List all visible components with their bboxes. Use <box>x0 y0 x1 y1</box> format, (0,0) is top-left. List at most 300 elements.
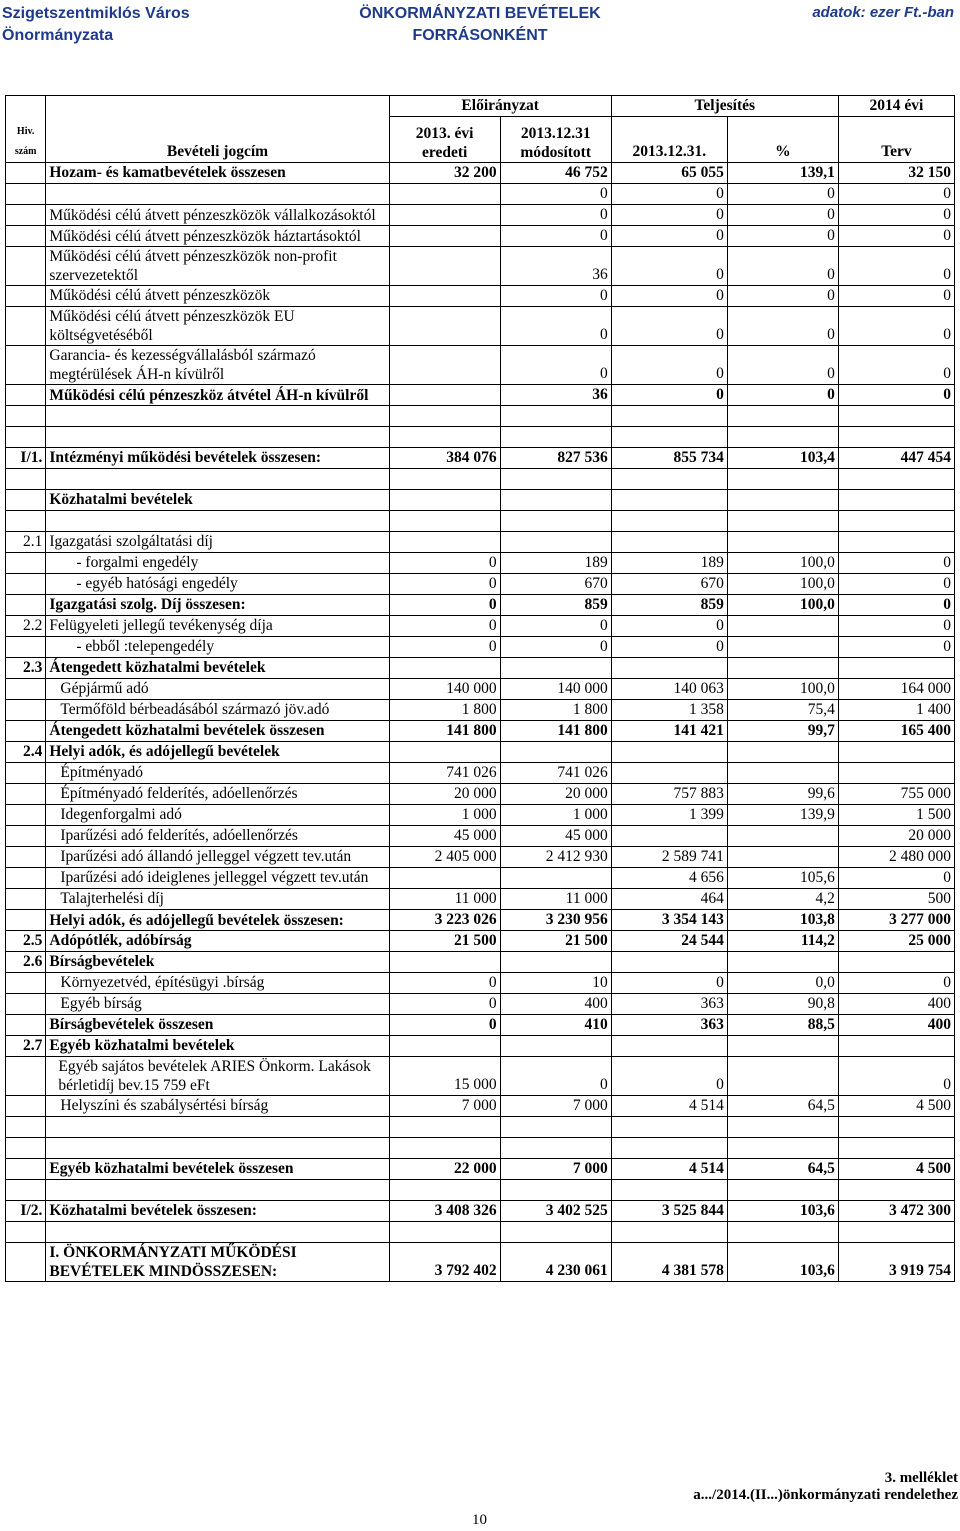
value-cell: 0 <box>389 553 500 574</box>
spacer-cell <box>389 511 500 532</box>
value-cell <box>389 1036 500 1057</box>
value-cell: 0 <box>500 226 611 247</box>
value-cell: 20 000 <box>500 784 611 805</box>
table-row <box>6 490 955 511</box>
value-cell: 15 000 <box>389 1057 500 1096</box>
table-row <box>6 1036 955 1057</box>
value-cell: 384 076 <box>389 448 500 469</box>
value-cell: 0 <box>838 286 954 307</box>
table-row <box>6 784 955 805</box>
value-cell: 141 800 <box>500 721 611 742</box>
table-row <box>6 826 955 847</box>
row-label: Helyi adók, és adójellegű bevételek összesen: <box>46 910 389 931</box>
row-label: Intézményi működési bevételek összesen: <box>46 448 389 469</box>
value-cell <box>727 1057 838 1096</box>
table-row <box>6 637 955 658</box>
value-cell: 0 <box>611 307 727 346</box>
value-cell: 20 000 <box>389 784 500 805</box>
value-cell <box>389 658 500 679</box>
spacer-cell <box>500 427 611 448</box>
value-cell: 0 <box>838 595 954 616</box>
value-cell: 0 <box>727 307 838 346</box>
value-cell: 36 <box>500 385 611 406</box>
value-cell: 189 <box>500 553 611 574</box>
spacer-cell <box>6 1117 46 1138</box>
row-label: Környezetvéd, építésügyi .bírság <box>46 973 389 994</box>
row-number <box>6 679 46 700</box>
table-row <box>6 346 955 385</box>
table-row <box>6 1159 955 1180</box>
value-cell <box>727 616 838 637</box>
spacer-cell <box>611 406 727 427</box>
value-cell: 363 <box>611 1015 727 1036</box>
col-group-eloiranyzat: Előirányzat <box>389 96 611 117</box>
row-number: 2.2 <box>6 616 46 637</box>
table-row <box>6 247 955 286</box>
value-cell: 7 000 <box>389 1096 500 1117</box>
value-cell: 4 230 061 <box>500 1243 611 1282</box>
value-cell: 45 000 <box>500 826 611 847</box>
value-cell <box>500 1036 611 1057</box>
spacer-cell <box>6 1180 46 1201</box>
value-cell: 21 500 <box>500 931 611 952</box>
value-cell: 164 000 <box>838 679 954 700</box>
row-label: Egyéb sajátos bevételek ARIES Önkorm. Lakások bérletidíj bev.15 759 eFt <box>46 1057 389 1096</box>
spacer-cell <box>6 406 46 427</box>
value-cell: 65 055 <box>611 163 727 184</box>
row-label: Működési célú átvett pénzeszközök non-profit szervezetektől <box>46 247 389 286</box>
value-cell: 1 000 <box>389 805 500 826</box>
value-cell <box>727 532 838 553</box>
row-number <box>6 721 46 742</box>
value-cell: 1 358 <box>611 700 727 721</box>
table-row <box>6 385 955 406</box>
row-label: Hozam- és kamatbevételek összesen <box>46 163 389 184</box>
value-cell: 0 <box>389 616 500 637</box>
row-number <box>6 226 46 247</box>
row-number <box>6 847 46 868</box>
value-cell: 32 200 <box>389 163 500 184</box>
table-row <box>6 658 955 679</box>
value-cell: 3 277 000 <box>838 910 954 931</box>
table-row <box>6 763 955 784</box>
annex-note <box>693 1470 958 1504</box>
value-cell: 0 <box>389 595 500 616</box>
value-cell: 1 400 <box>838 700 954 721</box>
value-cell: 1 800 <box>500 700 611 721</box>
spacer-cell <box>727 469 838 490</box>
value-cell: 64,5 <box>727 1096 838 1117</box>
value-cell: 2 405 000 <box>389 847 500 868</box>
spacer-cell <box>46 1180 389 1201</box>
row-number: 2.1 <box>6 532 46 553</box>
value-cell: 3 472 300 <box>838 1201 954 1222</box>
value-cell: 741 026 <box>500 763 611 784</box>
value-cell <box>389 286 500 307</box>
value-cell <box>727 742 838 763</box>
value-cell <box>389 532 500 553</box>
value-cell: 24 544 <box>611 931 727 952</box>
value-cell: 0 <box>611 286 727 307</box>
row-number <box>6 784 46 805</box>
value-cell <box>727 763 838 784</box>
spacer-cell <box>500 1117 611 1138</box>
value-cell <box>727 952 838 973</box>
value-cell: 103,4 <box>727 448 838 469</box>
row-label: Garancia- és kezességvállalásból származó megtérülések ÁH-n kívülről <box>46 346 389 385</box>
value-cell: 0 <box>500 307 611 346</box>
col-eredeti <box>389 117 500 163</box>
value-cell <box>500 490 611 511</box>
col-pct: % <box>727 117 838 163</box>
spacer-row <box>6 1138 955 1159</box>
value-cell <box>838 742 954 763</box>
row-label: Bírságbevételek összesen <box>46 1015 389 1036</box>
value-cell <box>727 826 838 847</box>
row-label: Gépjármű adó <box>46 679 389 700</box>
spacer-cell <box>500 469 611 490</box>
value-cell: 0 <box>838 637 954 658</box>
row-number <box>6 595 46 616</box>
col-terv: Terv <box>838 117 954 163</box>
value-cell: 0 <box>389 973 500 994</box>
value-cell: 25 000 <box>838 931 954 952</box>
spacer-cell <box>46 1222 389 1243</box>
value-cell: 0 <box>727 346 838 385</box>
value-cell: 45 000 <box>389 826 500 847</box>
municipality-name <box>2 3 190 47</box>
value-cell: 3 223 026 <box>389 910 500 931</box>
value-cell: 64,5 <box>727 1159 838 1180</box>
row-label: Felügyeleti jellegű tevékenység díja <box>46 616 389 637</box>
header-row-2 <box>6 117 955 163</box>
value-cell: 46 752 <box>500 163 611 184</box>
table-row <box>6 700 955 721</box>
row-number <box>6 763 46 784</box>
value-cell: 3 919 754 <box>838 1243 954 1282</box>
row-number <box>6 868 46 889</box>
spacer-cell <box>389 427 500 448</box>
value-cell: 670 <box>611 574 727 595</box>
title-line2: FORRÁSONKÉNT <box>412 27 548 44</box>
value-cell: 0 <box>727 205 838 226</box>
spacer-cell <box>727 406 838 427</box>
row-number <box>6 307 46 346</box>
value-cell: 88,5 <box>727 1015 838 1036</box>
value-cell: 0 <box>611 1057 727 1096</box>
page-number: 10 <box>472 1512 487 1528</box>
spacer-cell <box>500 511 611 532</box>
value-cell <box>838 490 954 511</box>
row-label: Adópótlék, adóbírság <box>46 931 389 952</box>
value-cell: 140 000 <box>389 679 500 700</box>
spacer-row <box>6 1222 955 1243</box>
value-cell: 0 <box>500 346 611 385</box>
value-cell <box>838 532 954 553</box>
table-row <box>6 679 955 700</box>
value-cell: 855 734 <box>611 448 727 469</box>
value-cell: 0 <box>611 205 727 226</box>
annex-line2: a.../2014.(II...)önkormányzati rendelethez <box>693 1487 958 1503</box>
header-row-1 <box>6 96 955 117</box>
spacer-cell <box>727 1117 838 1138</box>
spacer-cell <box>727 427 838 448</box>
value-cell: 0 <box>389 994 500 1015</box>
value-cell <box>611 952 727 973</box>
value-cell: 7 000 <box>500 1159 611 1180</box>
spacer-cell <box>389 406 500 427</box>
spacer-cell <box>389 1222 500 1243</box>
col-teljesites-date: 2013.12.31. <box>611 117 727 163</box>
value-cell <box>838 763 954 784</box>
row-number <box>6 1159 46 1180</box>
value-cell: 755 000 <box>838 784 954 805</box>
value-cell <box>838 1036 954 1057</box>
value-cell: 859 <box>611 595 727 616</box>
value-cell <box>500 742 611 763</box>
value-cell: 3 408 326 <box>389 1201 500 1222</box>
value-cell <box>389 184 500 205</box>
municipality-line2: Önormányzata <box>2 27 114 44</box>
spacer-cell <box>500 1180 611 1201</box>
value-cell <box>389 226 500 247</box>
value-cell: 0 <box>611 226 727 247</box>
spacer-row <box>6 511 955 532</box>
value-cell <box>838 658 954 679</box>
col-eredeti-l2: eredeti <box>421 144 468 161</box>
value-cell: 0 <box>500 637 611 658</box>
row-label: Működési célú átvett pénzeszközök vállalkozásoktól <box>46 205 389 226</box>
value-cell <box>500 532 611 553</box>
row-label: Iparűzési adó ideiglenes jelleggel végzett tev.után <box>46 868 389 889</box>
spacer-cell <box>727 1138 838 1159</box>
spacer-cell <box>389 469 500 490</box>
table-row <box>6 1096 955 1117</box>
table-row <box>6 286 955 307</box>
value-cell: 1 500 <box>838 805 954 826</box>
spacer-cell <box>838 406 954 427</box>
title-line1: ÖNKORMÁNYZATI BEVÉTELEK <box>359 5 601 22</box>
row-label: Közhatalmi bevételek összesen: <box>46 1201 389 1222</box>
value-cell: 0 <box>838 973 954 994</box>
row-number <box>6 490 46 511</box>
row-number <box>6 826 46 847</box>
value-cell: 103,6 <box>727 1201 838 1222</box>
row-label: Átengedett közhatalmi bevételek összesen <box>46 721 389 742</box>
spacer-cell <box>838 1138 954 1159</box>
row-label: Működési célú átvett pénzeszközök <box>46 286 389 307</box>
table-row <box>6 1201 955 1222</box>
row-label: Működési célú pénzeszköz átvétel ÁH-n kívülről <box>46 385 389 406</box>
value-cell: 1 000 <box>500 805 611 826</box>
value-cell: 3 402 525 <box>500 1201 611 1222</box>
row-number: 2.3 <box>6 658 46 679</box>
value-cell: 1 399 <box>611 805 727 826</box>
col-hiv: Hiv. <box>16 126 35 137</box>
value-cell: 0,0 <box>727 973 838 994</box>
value-cell: 0 <box>500 616 611 637</box>
value-cell: 0 <box>838 574 954 595</box>
spacer-cell <box>838 511 954 532</box>
table-row <box>6 163 955 184</box>
row-number <box>6 385 46 406</box>
value-cell: 0 <box>838 247 954 286</box>
table-row <box>6 1243 955 1282</box>
value-cell: 0 <box>838 346 954 385</box>
row-number <box>6 889 46 910</box>
municipality-line1: Szigetszentmiklós Város <box>2 5 190 22</box>
value-cell: 99,6 <box>727 784 838 805</box>
value-cell: 827 536 <box>500 448 611 469</box>
row-label: Egyéb közhatalmi bevételek összesen <box>46 1159 389 1180</box>
row-number <box>6 286 46 307</box>
spacer-row <box>6 427 955 448</box>
table-row <box>6 532 955 553</box>
spacer-cell <box>611 511 727 532</box>
spacer-cell <box>838 469 954 490</box>
value-cell: 0 <box>611 973 727 994</box>
value-cell: 2 589 741 <box>611 847 727 868</box>
row-number <box>6 910 46 931</box>
spacer-cell <box>389 1117 500 1138</box>
value-cell: 0 <box>611 616 727 637</box>
table-row <box>6 952 955 973</box>
value-cell: 114,2 <box>727 931 838 952</box>
value-cell: 464 <box>611 889 727 910</box>
table-row <box>6 847 955 868</box>
value-cell: 410 <box>500 1015 611 1036</box>
value-cell: 139,9 <box>727 805 838 826</box>
row-label: Bírságbevételek <box>46 952 389 973</box>
spacer-row <box>6 469 955 490</box>
table-row <box>6 1057 955 1096</box>
value-cell: 22 000 <box>389 1159 500 1180</box>
row-number <box>6 700 46 721</box>
spacer-cell <box>611 469 727 490</box>
value-cell: 100,0 <box>727 553 838 574</box>
value-cell: 0 <box>611 385 727 406</box>
value-cell: 100,0 <box>727 574 838 595</box>
row-number <box>6 973 46 994</box>
row-number: 2.5 <box>6 931 46 952</box>
value-cell: 21 500 <box>389 931 500 952</box>
spacer-cell <box>6 469 46 490</box>
spacer-cell <box>389 1138 500 1159</box>
value-cell <box>727 658 838 679</box>
value-cell: 0 <box>611 637 727 658</box>
row-label: - egyéb hatósági engedély <box>46 574 389 595</box>
row-label: Helyszíni és szabálysértési bírság <box>46 1096 389 1117</box>
value-cell: 447 454 <box>838 448 954 469</box>
table-row <box>6 574 955 595</box>
row-number <box>6 163 46 184</box>
value-cell: 0 <box>838 385 954 406</box>
value-cell: 3 792 402 <box>389 1243 500 1282</box>
value-cell: 0 <box>838 868 954 889</box>
value-cell <box>389 385 500 406</box>
value-cell: 4 500 <box>838 1096 954 1117</box>
value-cell: 32 150 <box>838 163 954 184</box>
value-cell <box>611 1036 727 1057</box>
spacer-cell <box>46 1138 389 1159</box>
row-label: Iparűzési adó felderítés, adóellenőrzés <box>46 826 389 847</box>
value-cell: 0 <box>611 346 727 385</box>
row-label: Közhatalmi bevételek <box>46 490 389 511</box>
row-number <box>6 247 46 286</box>
value-cell: 20 000 <box>838 826 954 847</box>
value-cell: 741 026 <box>389 763 500 784</box>
annex-line1: 3. melléklet <box>884 1470 958 1486</box>
page-header <box>0 0 960 50</box>
value-cell: 400 <box>500 994 611 1015</box>
value-cell <box>500 658 611 679</box>
value-cell <box>727 847 838 868</box>
col-modositott <box>500 117 611 163</box>
col-szam: szám <box>14 146 37 157</box>
value-cell: 100,0 <box>727 595 838 616</box>
table-row <box>6 805 955 826</box>
spacer-cell <box>500 406 611 427</box>
spacer-cell <box>611 1180 727 1201</box>
value-cell: 0 <box>389 637 500 658</box>
table-row <box>6 553 955 574</box>
value-cell <box>838 952 954 973</box>
row-label <box>46 184 389 205</box>
row-number: 2.4 <box>6 742 46 763</box>
value-cell: 0 <box>389 1015 500 1036</box>
value-cell: 165 400 <box>838 721 954 742</box>
value-cell <box>611 490 727 511</box>
value-cell: 75,4 <box>727 700 838 721</box>
spacer-cell <box>500 1222 611 1243</box>
value-cell: 10 <box>500 973 611 994</box>
value-cell: 140 063 <box>611 679 727 700</box>
value-cell: 0 <box>727 286 838 307</box>
value-cell: 0 <box>389 574 500 595</box>
table-row <box>6 973 955 994</box>
spacer-row <box>6 406 955 427</box>
spacer-cell <box>6 511 46 532</box>
value-cell: 0 <box>727 184 838 205</box>
revenue-table <box>5 95 955 1282</box>
value-cell: 3 230 956 <box>500 910 611 931</box>
spacer-cell <box>727 1180 838 1201</box>
units-note: adatok: ezer Ft.-ban <box>812 4 954 21</box>
table-row <box>6 1015 955 1036</box>
spacer-cell <box>838 1117 954 1138</box>
row-number <box>6 184 46 205</box>
table-row <box>6 889 955 910</box>
spacer-cell <box>727 511 838 532</box>
value-cell: 2 412 930 <box>500 847 611 868</box>
value-cell: 90,8 <box>727 994 838 1015</box>
table-row <box>6 307 955 346</box>
value-cell: 0 <box>838 616 954 637</box>
row-label: Építményadó felderítés, adóellenőrzés <box>46 784 389 805</box>
spacer-cell <box>611 1117 727 1138</box>
value-cell: 139,1 <box>727 163 838 184</box>
value-cell <box>389 307 500 346</box>
value-cell: 670 <box>500 574 611 595</box>
row-label: Építményadó <box>46 763 389 784</box>
table-row <box>6 595 955 616</box>
row-number <box>6 553 46 574</box>
spacer-cell <box>6 1138 46 1159</box>
spacer-cell <box>611 1138 727 1159</box>
value-cell: 0 <box>838 226 954 247</box>
col-jogcim: Bevételi jogcím <box>46 117 389 163</box>
value-cell: 103,6 <box>727 1243 838 1282</box>
